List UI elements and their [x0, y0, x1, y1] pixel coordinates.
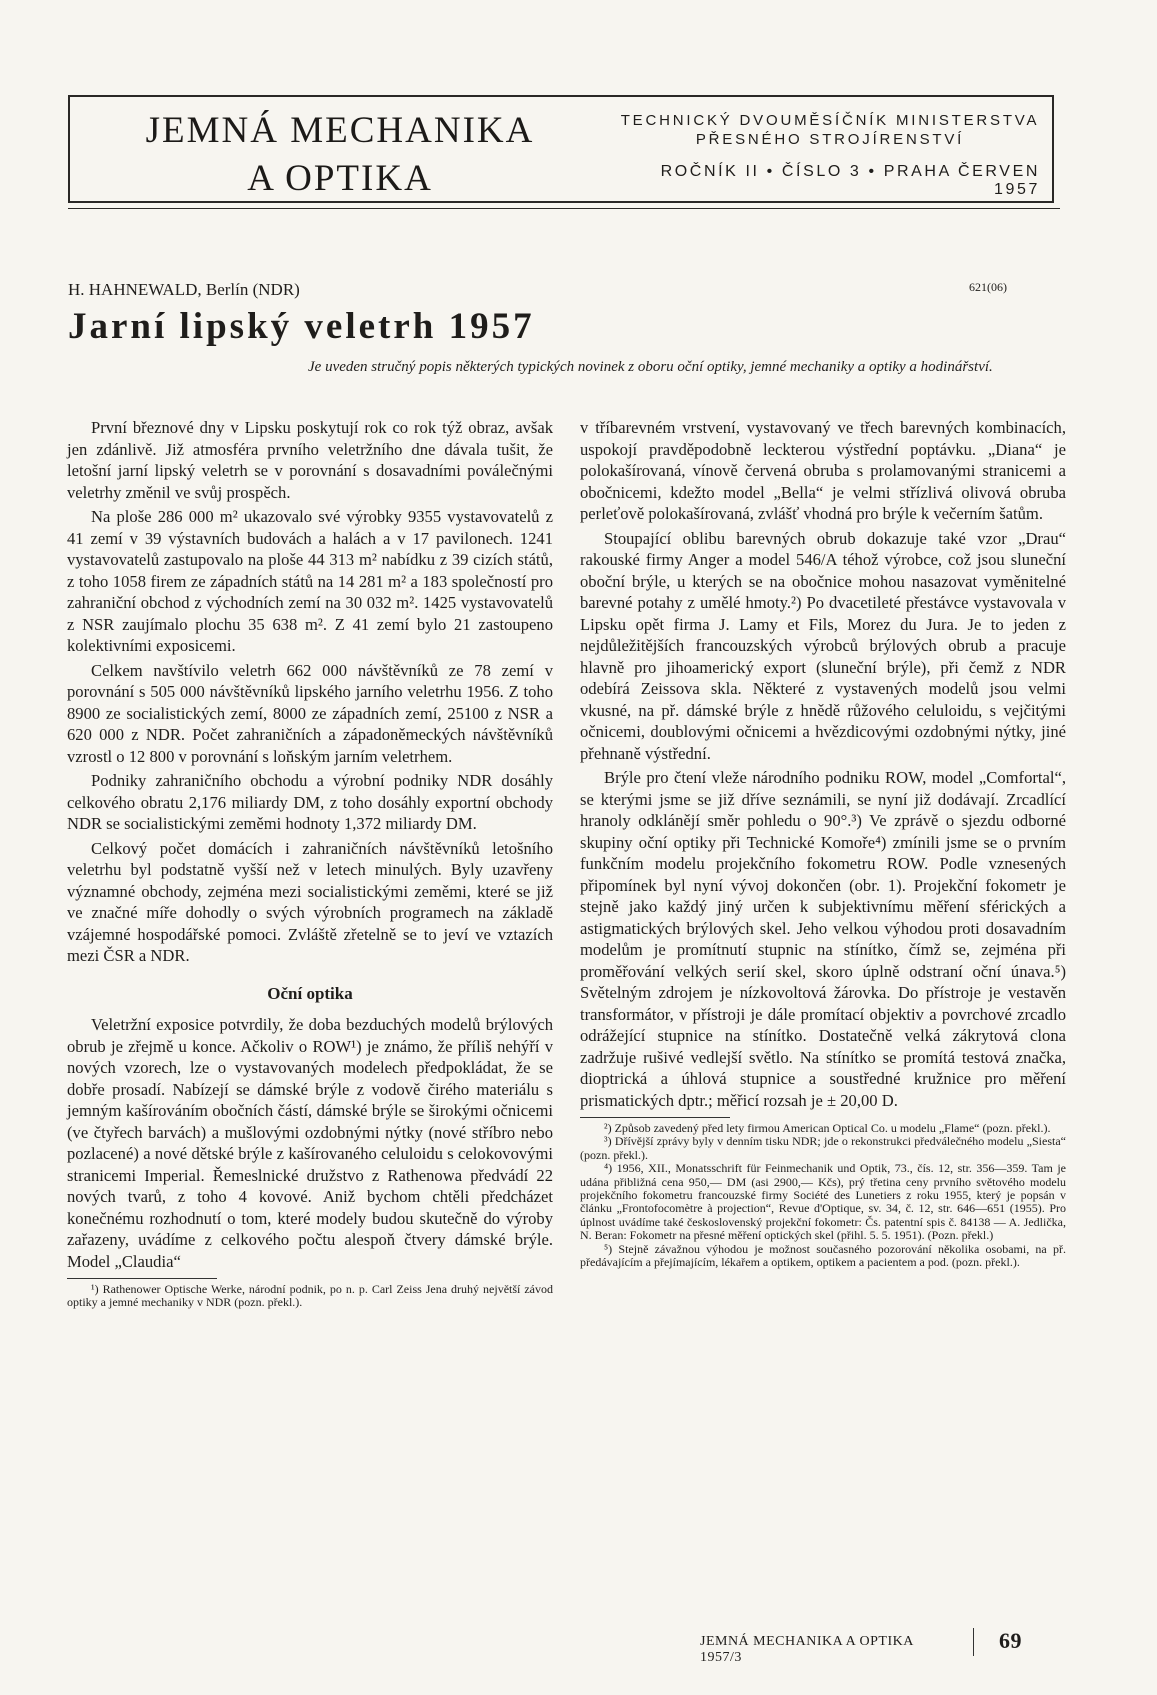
- footnote: ²) Způsob zavedený před lety firmou American Optical Co. u modelu „Flame“ (pozn. překl.).: [604, 1121, 1051, 1135]
- page-footer: [700, 1628, 1060, 1665]
- right-column: [580, 417, 1066, 1269]
- journal-title-line1: JEMNÁ MECHANIKA: [145, 110, 535, 151]
- article-author: H. HAHNEWALD, Berlín (NDR): [68, 280, 300, 299]
- footnote-divider: [580, 1117, 730, 1118]
- journal-title: [100, 107, 580, 203]
- paragraph: Na ploše 286 000 m² ukazovalo své výrobky 9355 vystavovatelů z 41 zemí v 39 výstavních budovách a halách a v 17 pavilonech. 1241 vystavovatelů zastupovalo na ploše 44 313 m² nabídku z 39 cizích států, z toho 1058 firem ze západních států na 14 281 m² a 183 společností pro zahraniční obchod z východních zemí na 30 032 m². 1425 vystavovatelů z NSR zaujímalo plochu 35 638 m². Z 41 zemí bylo 21 zastoupeno kolektivními exposicemi.: [67, 507, 553, 655]
- paragraph: Brýle pro čtení vleže národního podniku ROW, model „Comfortal“, se kterými jsme se již dříve seznámili, se nyní již dodávají. Zrcadlící hranoly odklánějí směr pohledu o 90°.³) Ve zprávě o sjezdu odborné skupiny oční optiky při Technické Komoře⁴) zmínili jsme se o prvním funkčním modelu projekčního fokometru ROW. Podle vznesených připomínek byl nyní vývoj dokončen (obr. 1). Projekční fokometr je stejně jako každý jiný určen k subjektivnímu měření sférických a astigmatických brýlových skel. Jeho velkou výhodou proti dosavadním modelům je promítnutí stupnic na stínítko, čímž se, zejména při proměřování velkých serií skel, skoro úplně odstraní oční únava.⁵) Světelným zdrojem je nízkovoltová žárovka. Do přístroje je vestavěn transformátor, v přístroji je dále promítací objektiv a povrchové zrcadlo odrážející stupnice na stínítko. Dostatečně velká zákrytová clona zadržuje rušivé vedlejší světlo. Na stínítko se promítá testová značka, dioptrická a úhlová stupnice a soustředné kružnice pro měření prismatických dptr.; měřicí rozsah je ± 20,00 D.: [580, 768, 1066, 1110]
- journal-subtitle-line2: PŘESNÉHO STROJÍRENSTVÍ: [695, 131, 965, 148]
- issue-info: ROČNÍK II • ČÍSLO 3 • PRAHA ČERVEN 1957: [660, 163, 1040, 198]
- journal-title-line2: A OPTIKA: [247, 158, 433, 199]
- paragraph: Veletržní exposice potvrdily, že doba bezduchých modelů brýlových obrub je zřejmě u konce. Ačkoliv o ROW¹) je známo, že příliš nehýří v nových vzorech, lze o vystavovaných modelech předpokládat, že se dobře prosadí. Nabízejí se dámské brýle z vodově čirého materiálu s jemným kašírováním obočních částí, dámské brýle se širokými očnicemi (ve čtyřech barvách) a mušlovými ozdobnými nýtky (nové stříbro nebo pozlacené) a nové dětské brýle z kašírovaného celuloidu s celokovovými stranicemi Imperial. Řemeslnické družstvo z Rathenowa předvádí 22 nových tvarů, z toho 4 kovové. Aniž bychom chtěli předcházet konečnému rozhodnutí o tom, které modely budou skutečně do výroby zařazeny, uvádíme z celkového počtu alespoň čtvery dámské brýle. Model „Claudia“: [67, 1015, 553, 1271]
- paragraph: Stoupající oblibu barevných obrub dokazuje také vzor „Drau“ rakouské firmy Anger a model 546/A téhož výrobce, což jsou sluneční oboční brýle, u kterých se na obočnice mohou nasazovat vyměnitelné barevné potahy z umělé hmoty.²) Po dvacetileté přestávce vystavovala v Lipsku opět firma J. Lamy et Fils, Morez du Jura. Je to jeden z nejdůležitějších francouzských výrobců brýlových obrub a pracuje hlavně pro jihoamerický export (sluneční brýle), při čemž z NDR odebírá Zeissova skla. Některé z vystavených modelů jsou velmi vkusné, na př. dámské brýle z hnědě růžového celuloidu, s vejčitými očnicemi, doublovými očnicemi a hvězdicovými ozdobnými nýtky, jiné přehnaně výstřední.: [580, 528, 1066, 763]
- udc-code: 621(06): [969, 280, 1007, 294]
- footnote: ⁴) 1956, XII., Monatsschrift für Feinmechanik und Optik, 73., čís. 12, str. 356—359. Tam je udána přibližná cena 950,— DM (asi 2900,— Kčs), prý třetina ceny prvního světového modelu projekčního fokometru francouzské firmy Société des Lunetiers z roku 1955, který je popsán v článku „Frontofocomètre à projection“, Revue d'Optique, sv. 34, č. 12, str. 646—651 (1955). Pro úplnost uvádíme také československý projekční fokometr: Čs. patentní spis č. 84138 — A. Jedlička, N. Beran: Fokometr na přesné měření optických skel (přihl. 5. 5. 1951). (Pozn. překl.): [580, 1161, 1066, 1243]
- footnote: ¹) Rathenower Optische Werke, národní podnik, po n. p. Carl Zeiss Jena druhý největší závod optiky a jemné mechaniky v NDR (pozn. překl.).: [67, 1282, 553, 1310]
- section-heading: Oční optika: [267, 983, 353, 1003]
- journal-subtitle-line1: TECHNICKÝ DVOUMĚSÍČNÍK MINISTERSTVA: [620, 112, 1040, 129]
- page-number: 69: [999, 1628, 1022, 1653]
- paragraph: v tříbarevném vrstvení, vystavovaný ve třech barevných kombinacích, uspokojí pravděpodobně leckterou výstřední poptávku. „Diana“ je polokašírovaná, vínově červená obruba s prolamovanými stranicemi a obočnicemi, kdežto model „Bella“ je velmi střízlivá olivová obruba perleťově polokašírovaná, zvlášť vhodná pro brýle k večerním šatům.: [580, 418, 1066, 523]
- left-column: [67, 417, 553, 1310]
- footnote: ³) Dřívější zprávy byly v denním tisku NDR; jde o rekonstrukci předválečného modelu „Siesta“ (pozn. překl.).: [580, 1134, 1066, 1162]
- masthead: [68, 95, 1054, 203]
- footnote: ⁵) Stejně závažnou výhodou je možnost současného pozorování několika osobami, na př. předávajícím a přejímajícím, lékařem a optikem, optikem a pacientem a pod. (pozn. překl.).: [580, 1241, 1066, 1270]
- journal-subtitle: [620, 111, 1040, 149]
- paragraph: Celkem navštívilo veletrh 662 000 návštěvníků ze 78 zemí v porovnání s 505 000 návštěvníků lipského jarního veletrhu 1956. Z toho 8900 ze socialistických zemí, 8000 ze západních zemí, 25100 z NSR a 620 000 z NDR. Počet zahraničních a západoněmeckých návštěvníků vzrostl o 12 800 v porovnání s loňským jarním veletrhem.: [67, 660, 553, 766]
- footer-divider: [973, 1628, 974, 1656]
- article-abstract: Je uveden stručný popis některých typických novinek z oboru oční optiky, jemné mechaniky a optiky a hodinářství.: [308, 359, 993, 375]
- footnote-divider: [67, 1278, 217, 1279]
- paragraph: Podniky zahraničního obchodu a výrobní podniky NDR dosáhly celkového obratu 2,176 miliardy DM, z toho dosáhly exportní obchody NDR se socialistickými zeměmi hodnoty 1,372 miliardy DM.: [67, 771, 553, 833]
- paragraph: První březnové dny v Lipsku poskytují rok co rok týž obraz, avšak jen zdánlivě. Již atmosféra prvního veletržního dne dávala tušit, že letošní jarní lipský veletrh se v porovnání s dosavadními poválečnými veletrhy změnil ve svůj prospěch.: [67, 418, 553, 502]
- footer-journal: JEMNÁ MECHANIKA A OPTIKA 1957/3: [700, 1634, 914, 1665]
- article-title: Jarní lipský veletrh 1957: [68, 306, 535, 347]
- paragraph: Celkový počet domácích i zahraničních návštěvníků letošního veletrhu byl podstatně vyšší než v letech minulých. Byly uzavřeny významné obchody, zejména mezi socialistickými zeměmi, které se již ve značné míře dohodly o svých výrobních programech na základě vzájemné hospodářské pomoci. Zvláště zřetelně se to jeví ve vztazích mezi ČSR a NDR.: [67, 838, 553, 965]
